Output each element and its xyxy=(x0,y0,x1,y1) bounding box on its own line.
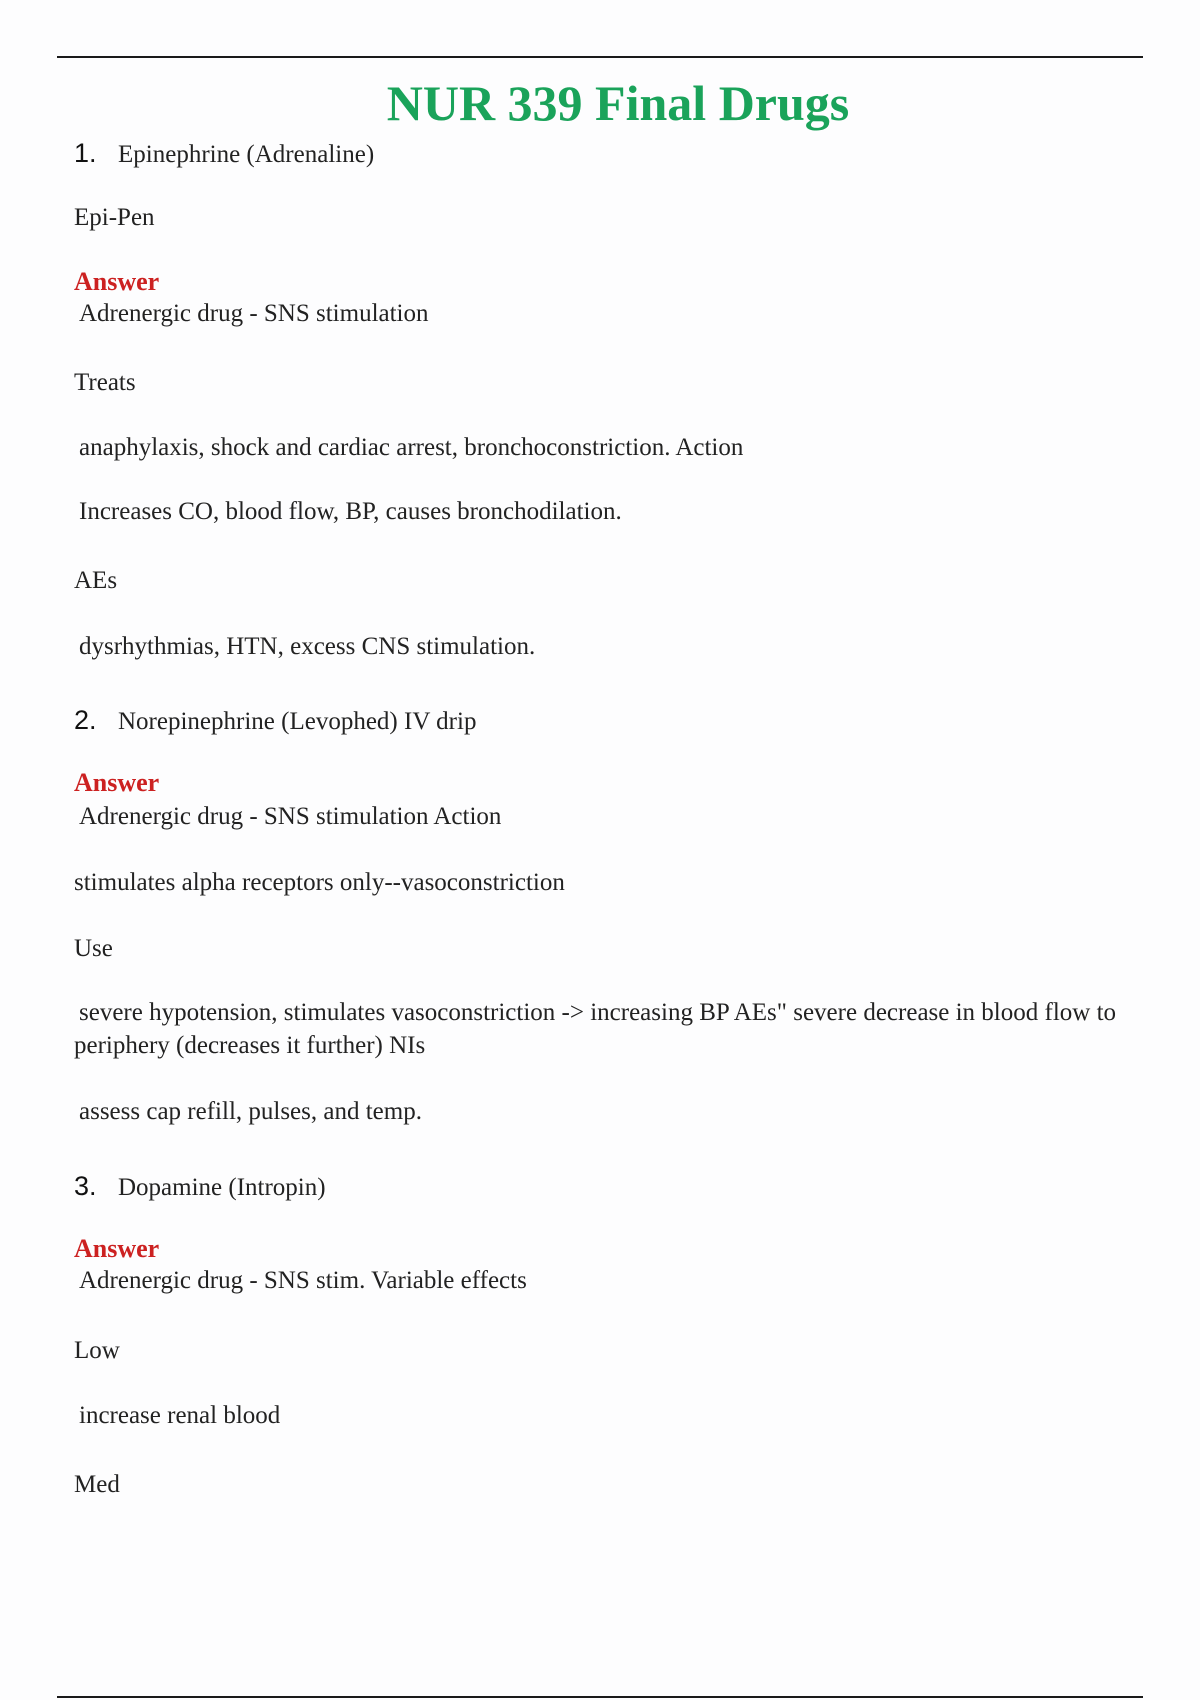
bottom-rule xyxy=(57,1696,1143,1698)
question-number: 3. xyxy=(74,1171,97,1201)
answer-label: Answer xyxy=(74,768,160,797)
answer-line: Use xyxy=(74,935,113,962)
answer-line: Treats xyxy=(74,369,136,396)
answer-line: Adrenergic drug - SNS stimulation Action xyxy=(79,803,502,830)
answer-line: assess cap refill, pulses, and temp. xyxy=(79,1098,422,1125)
answer-label: Answer xyxy=(74,1234,160,1263)
answer-line: Low xyxy=(74,1337,120,1364)
document-title: NUR 339 Final Drugs xyxy=(386,75,850,131)
answer-line: anaphylaxis, shock and cardiac arrest, bronchoconstriction. Action xyxy=(79,434,744,461)
question-1 xyxy=(74,138,374,170)
answer-line: Adrenergic drug - SNS stim. Variable effects xyxy=(79,1267,527,1294)
answer-line: Adrenergic drug - SNS stimulation xyxy=(79,300,429,327)
answer-line: Med xyxy=(74,1471,120,1498)
question-number: 2. xyxy=(74,705,97,735)
answer-line: Increases CO, blood flow, BP, causes bronchodilation. xyxy=(79,498,622,525)
answer-line: increase renal blood xyxy=(79,1402,281,1429)
question-text: Dopamine (Intropin) xyxy=(118,1174,326,1201)
question-2 xyxy=(74,705,476,737)
question-text: Norepinephrine (Levophed) IV drip xyxy=(118,708,477,735)
question-number: 1. xyxy=(74,138,97,168)
question-3 xyxy=(74,1171,326,1203)
answer-line: dysrhythmias, HTN, excess CNS stimulation. xyxy=(79,633,536,660)
top-rule xyxy=(57,56,1143,58)
question-text: Epinephrine (Adrenaline) xyxy=(118,141,375,168)
question-1-detail: Epi-Pen xyxy=(74,204,155,231)
answer-line: AEs xyxy=(74,567,118,594)
answer-line: stimulates alpha receptors only--vasoconstriction xyxy=(74,869,565,896)
answer-label: Answer xyxy=(74,267,160,296)
answer-paragraph: severe hypotension, stimulates vasoconstriction -> increasing BP AEs" severe decrease in blood flow to periphery (decreases it further) NIs xyxy=(74,999,1117,1059)
